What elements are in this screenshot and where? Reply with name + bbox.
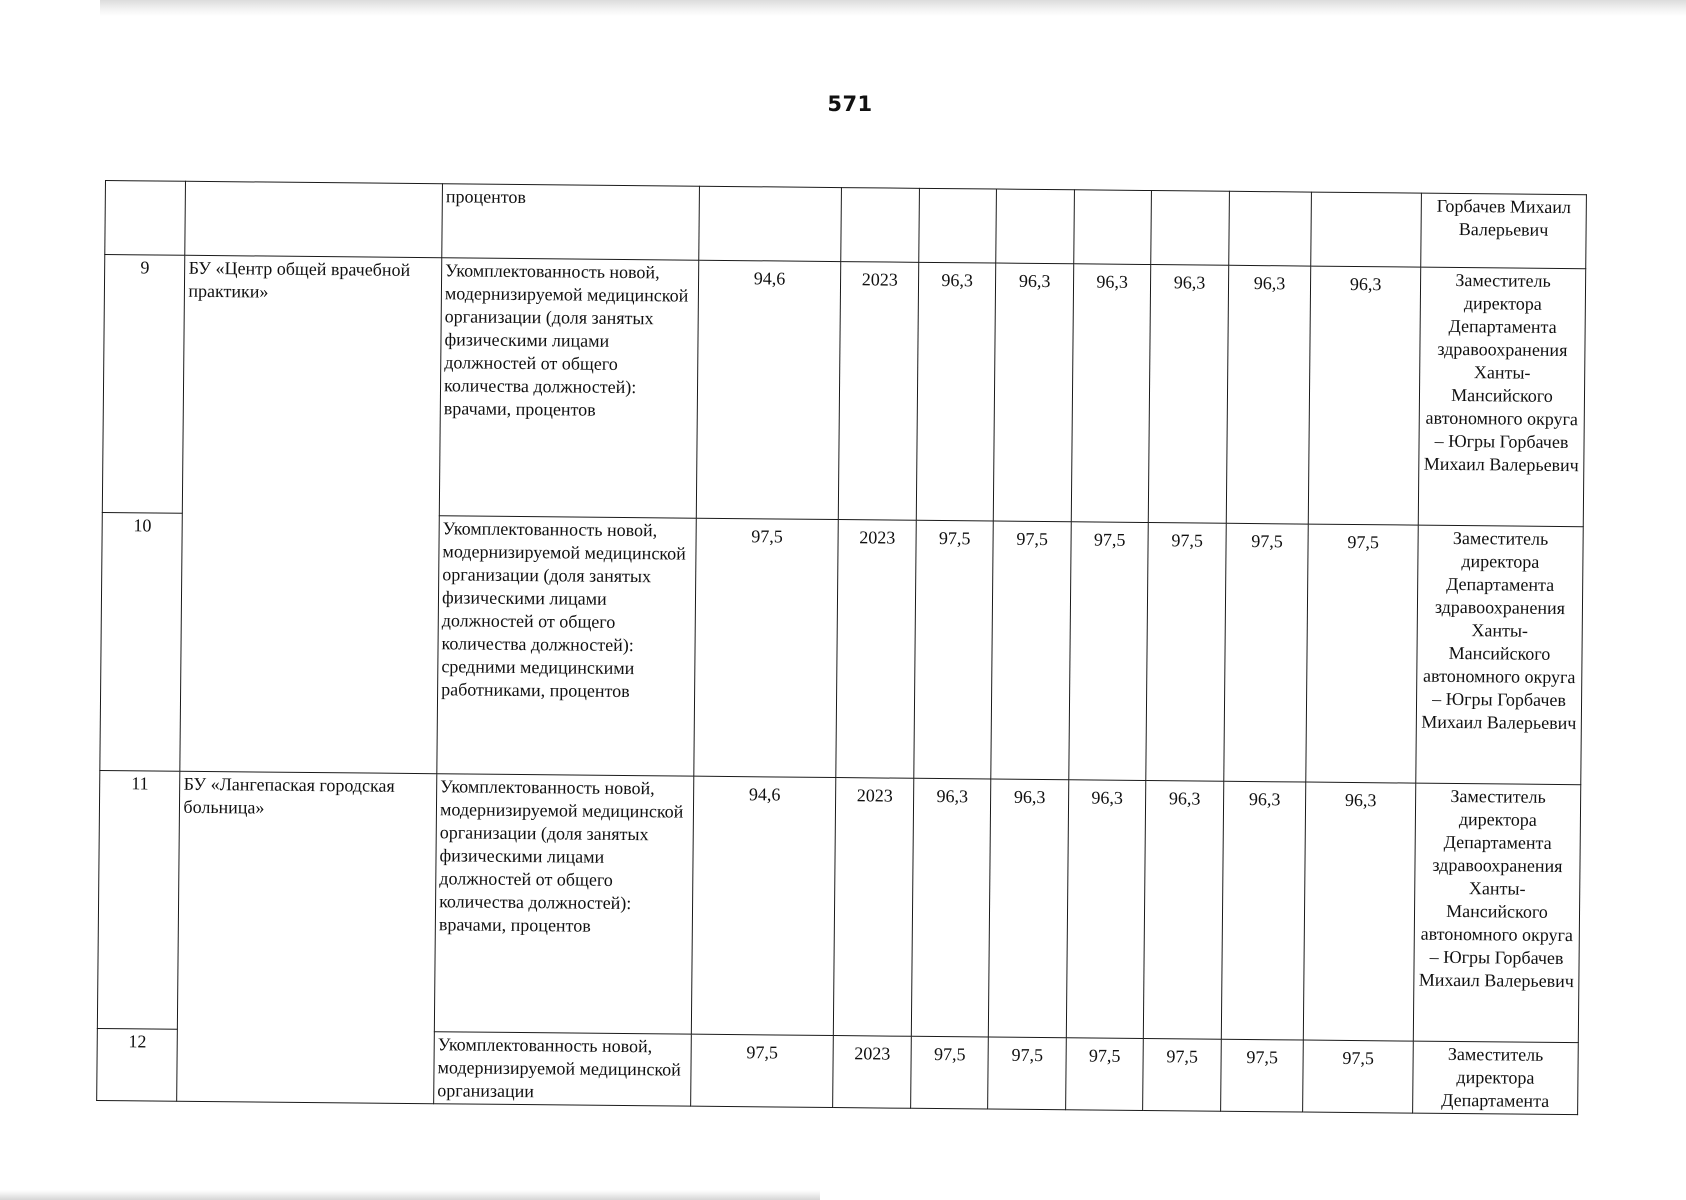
cell-row-number: 9 <box>102 255 185 514</box>
cell-empty <box>1311 192 1421 267</box>
scan-edge-bottom <box>0 1190 820 1200</box>
table-row <box>97 770 1580 1042</box>
cell-target-value: 97,5 <box>1220 1039 1303 1112</box>
cell-base-value: 97,5 <box>693 518 838 777</box>
scan-edge-top <box>100 0 1686 16</box>
cell-empty <box>996 189 1074 264</box>
cell-indicator-tail: процентов <box>442 184 699 260</box>
cell-responsible: Заместитель директора Департамента здравоохранения Ханты-Мансийского автономного округа – Югры Горбачев Михаил Валерьевич <box>1413 783 1581 1043</box>
cell-target-value: 96,3 <box>1304 782 1416 1041</box>
cell-target-value: 97,5 <box>1069 522 1149 781</box>
table-row-continuation <box>105 181 1587 269</box>
cell-base-year: 2023 <box>833 1036 911 1109</box>
cell-target-value: 97,5 <box>1306 524 1418 783</box>
cell-row-number: 10 <box>100 512 183 771</box>
cell-empty <box>1229 191 1312 266</box>
cell-base-year: 2023 <box>836 520 916 779</box>
cell-target-value: 96,3 <box>1309 266 1421 525</box>
cell-target-value: 97,5 <box>991 521 1071 780</box>
cell-target-value: 96,3 <box>1066 780 1146 1039</box>
table-row <box>102 255 1585 527</box>
cell-row-number: 12 <box>97 1028 178 1101</box>
indicators-table-wrapper <box>96 180 1587 1115</box>
cell-base-year: 2023 <box>839 262 919 521</box>
cell-target-value: 96,3 <box>994 263 1074 522</box>
cell-responsible: Заместитель директора Департамента здравоохранения Ханты-Мансийского автономного округа – Югры Горбачев Михаил Валерьевич <box>1418 267 1586 527</box>
cell-empty <box>841 188 919 263</box>
cell-num-empty <box>105 181 186 256</box>
cell-indicator: Укомплектованность новой, модернизируемой медицинской организации (доля занятых физическими лицами должностей от общего количества должностей): врачами, процентов <box>439 258 698 518</box>
cell-empty <box>919 188 997 263</box>
cell-target-value: 96,3 <box>1221 781 1306 1040</box>
cell-target-value: 97,5 <box>1224 523 1309 782</box>
cell-target-value: 97,5 <box>1065 1038 1143 1111</box>
cell-base-year: 2023 <box>834 778 914 1037</box>
cell-target-value: 96,3 <box>1144 781 1224 1040</box>
cell-target-value: 97,5 <box>988 1037 1066 1110</box>
cell-empty <box>1151 191 1229 266</box>
cell-responsible: Заместитель директора Департамента здравоохранения Ханты-Мансийского автономного округа – Югры Горбачев Михаил Валерьевич <box>1416 525 1584 785</box>
cell-target-value: 97,5 <box>1303 1040 1413 1113</box>
cell-base-value: 94,6 <box>696 260 841 519</box>
cell-target-value: 97,5 <box>914 520 994 779</box>
cell-organization: БУ «Лангепаская городская больница» <box>177 771 437 1103</box>
cell-base-value: 94,6 <box>691 776 836 1035</box>
cell-indicator: Укомплектованность новой, модернизируемой медицинской организации (доля занятых физическими лицами должностей от общего количества должностей): врачами, процентов <box>434 774 693 1034</box>
indicators-table <box>96 180 1587 1115</box>
cell-indicator: Укомплектованность новой, модернизируемой медицинской организации <box>434 1032 691 1106</box>
cell-empty <box>698 186 842 261</box>
page-number: 571 <box>827 92 873 116</box>
cell-target-value: 96,3 <box>989 779 1069 1038</box>
cell-target-value: 97,5 <box>911 1036 989 1109</box>
cell-indicator: Укомплектованность новой, модернизируемой медицинской организации (доля занятых физическими лицами должностей от общего количества должностей): средними медицинскими работниками, процентов <box>437 516 696 776</box>
cell-target-value: 97,5 <box>1143 1039 1221 1112</box>
cell-responsible-tail: Горбачев Михаил Валерьевич <box>1421 193 1587 269</box>
cell-target-value: 96,3 <box>911 778 991 1037</box>
cell-row-number: 11 <box>97 770 180 1029</box>
cell-target-value: 96,3 <box>1071 264 1151 523</box>
cell-org-empty <box>185 181 442 257</box>
cell-target-value: 96,3 <box>1226 265 1311 524</box>
cell-base-value: 97,5 <box>690 1034 834 1107</box>
cell-organization: БУ «Центр общей врачебной практики» <box>180 255 441 773</box>
cell-responsible: Заместитель директора Департамента <box>1413 1041 1579 1115</box>
cell-target-value: 96,3 <box>916 262 996 521</box>
cell-empty <box>1074 190 1152 265</box>
cell-target-value: 97,5 <box>1146 523 1226 782</box>
cell-target-value: 96,3 <box>1149 265 1229 524</box>
